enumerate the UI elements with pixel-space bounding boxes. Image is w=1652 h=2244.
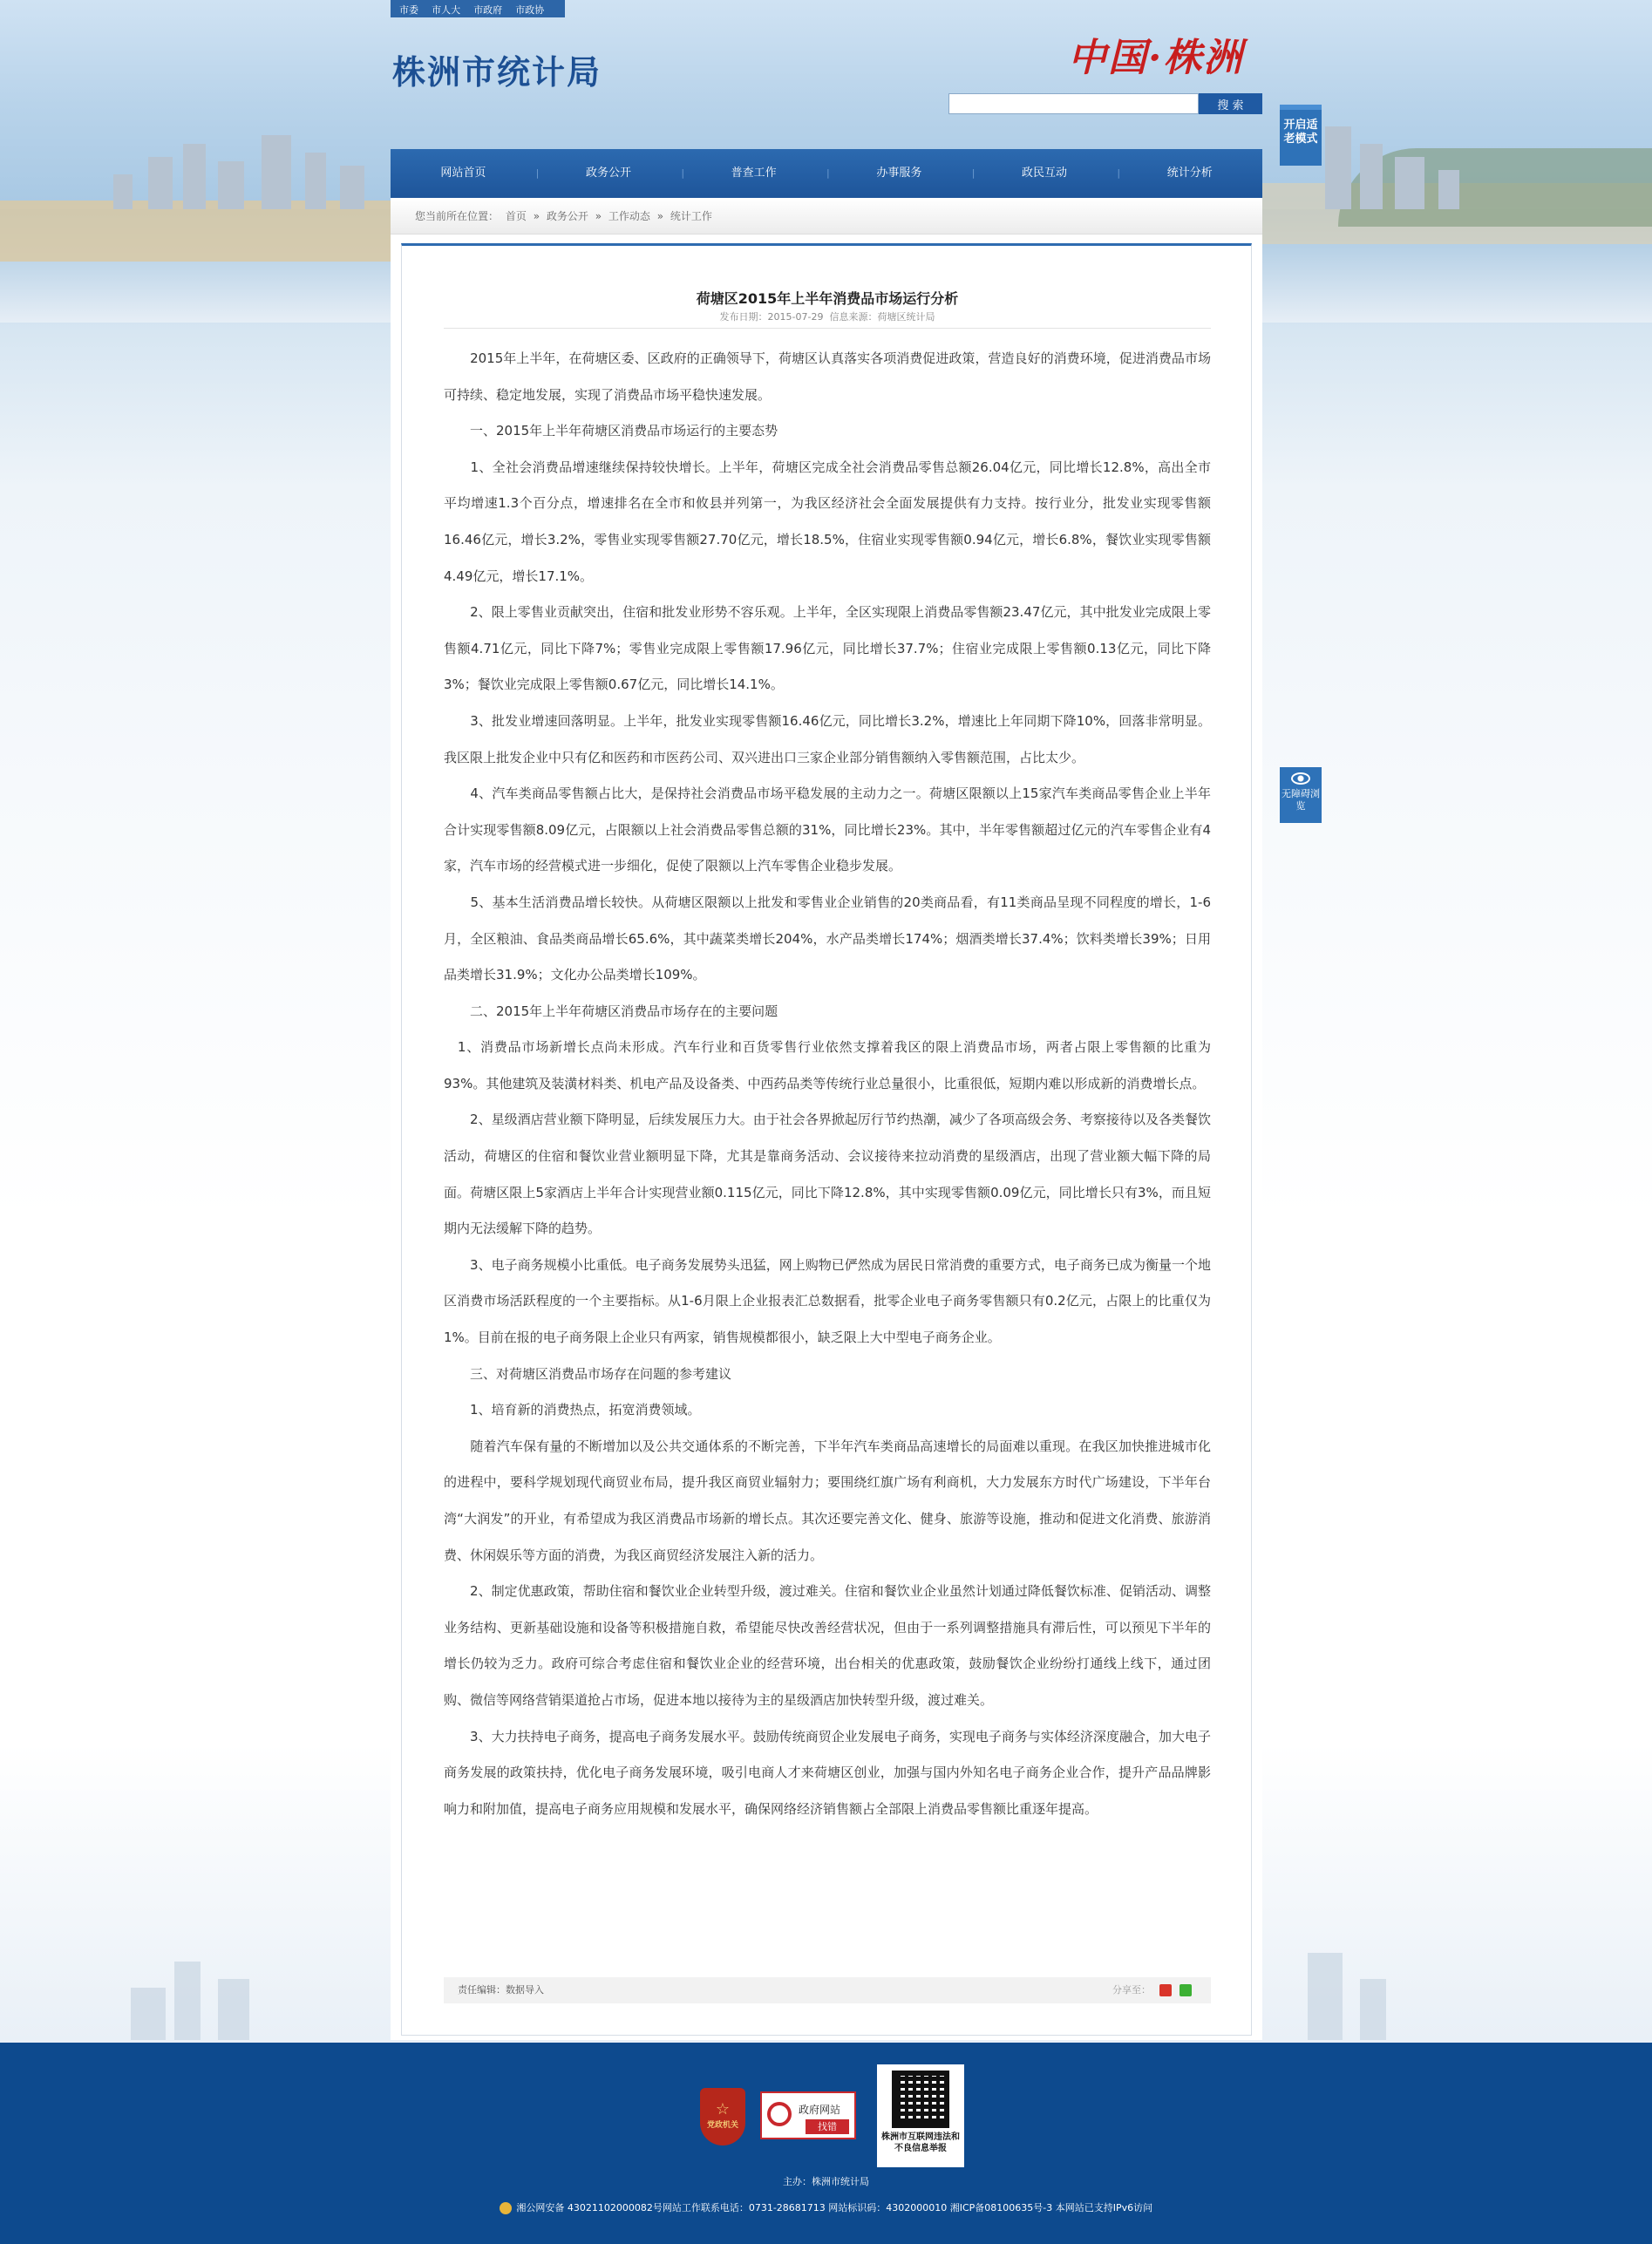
breadcrumb-home[interactable]: 首页 (505, 210, 527, 222)
article-paragraph: 1、全社会消费品增速继续保持较快增长。上半年，荷塘区完成全社会消费品零售总额26.04亿元，同比增长12.8%，高出全市平均增速1.3个百分点，增速排名在全市和攸县并列第一，为我区经济社会全面发展提供有力支持。按行业分，批发业实现零售额16.46亿元，增长3.2%，零售业实现零售额27.70亿元，增长18.5%，住宿业实现零售额0.94亿元，增长6.8%，餐饮业实现零售额4.49亿元，增长17.1%。 (444, 459, 1211, 584)
publish-date: 2015-07-29 (767, 311, 824, 323)
share-label: 分享至： (1112, 1984, 1151, 1996)
top-link-shirenda[interactable]: 市人大 (432, 4, 461, 16)
date-label: 发布日期： (719, 311, 768, 323)
site-footer (0, 2043, 1652, 2244)
emblem-icon: ☆ (715, 2100, 731, 2118)
report-qr-code[interactable] (877, 2064, 964, 2167)
share-bar (1112, 1977, 1192, 2003)
sponsor-text: 主办：株洲市统计局 (783, 2176, 869, 2187)
breadcrumb-stat-work[interactable]: 统计工作 (670, 210, 712, 222)
building (1360, 1979, 1386, 2040)
top-link-shizhengxie[interactable]: 市政协 (515, 4, 545, 16)
weibo-share-icon[interactable] (1159, 1984, 1172, 1996)
nav-gov-affairs[interactable]: | 政务公开 (536, 149, 682, 198)
police-badge-icon (500, 2202, 512, 2214)
building (131, 1988, 166, 2040)
article-paragraph: 2015年上半年，在荷塘区委、区政府的正确领导下，荷塘区认真落实各项消费促进政策，营造良好的消费环境，促进消费品市场可持续、稳定地发展，实现了消费品市场平稳快速发展。 (444, 350, 1211, 403)
wechat-share-icon[interactable] (1180, 1984, 1192, 1996)
search-input[interactable] (948, 93, 1199, 114)
breadcrumb-sep: » (595, 210, 602, 222)
article-paragraph: 1、培育新的消费热点，拓宽消费领域。 (444, 1402, 701, 1418)
building (148, 157, 173, 209)
article-heading: 三、对荷塘区消费品市场存在问题的参考建议 (444, 1365, 732, 1382)
err-badge-line1: 政府网站 (799, 2104, 841, 2116)
breadcrumb-work-news[interactable]: 工作动态 (608, 210, 650, 222)
building (174, 1962, 201, 2040)
sandbank (0, 201, 453, 262)
article-footer (444, 1977, 1211, 2003)
article-paragraph: 随着汽车保有量的不断增加以及公共交通体系的不断完善，下半年汽车类商品高速增长的局面难以重现。在我区加快推进城市化的进程中，要科学规划现代商贸业布局，提升我区商贸业辐射力；要围绕红旗广场有利商机，大力发展东方时代广场建设，下半年台湾“大润发”的开业，有希望成为我区消费品市场新的增长点。其次还要完善文化、健身、旅游等设施，推动和促进文化消费、旅游消费、休闲娱乐等方面的消费，为我区商贸经济发展注入新的活力。 (444, 1438, 1211, 1563)
breadcrumb-sep: » (533, 210, 540, 222)
qr-code-icon (892, 2071, 949, 2128)
main-nav (391, 149, 1262, 198)
building (1360, 144, 1383, 209)
search-button[interactable]: 搜 索 (1199, 93, 1262, 114)
divider (444, 328, 1211, 329)
building (218, 1979, 249, 2040)
copyright-text: 湘公网安备 43021102000082号网站工作联系电话：0731-28681713 网站标识码：4302000010 湘ICP备08100635号-3 本网站已支持IPv6访问 (516, 2202, 1153, 2213)
breadcrumb-prefix: 您当前所在位置： (415, 210, 500, 222)
article-heading: 二、2015年上半年荷塘区消费品市场存在的主要问题 (444, 1003, 778, 1019)
nav-census[interactable]: | 普查工作 (681, 149, 826, 198)
accessibility-button[interactable] (1280, 767, 1322, 823)
main-content (391, 235, 1262, 2040)
article-title: 荷塘区2015年上半年消费品市场运行分析 (696, 290, 959, 307)
building (183, 144, 206, 209)
breadcrumb-gov-affairs[interactable]: 政务公开 (546, 210, 588, 222)
accessibility-label: 无障碍浏览 (1281, 788, 1320, 812)
hill (1338, 148, 1652, 227)
top-link-shiwei[interactable]: 市委 (399, 4, 418, 16)
article-heading: 一、2015年上半年荷塘区消费品市场运行的主要态势 (444, 423, 778, 439)
search-box (948, 93, 1262, 114)
article-paragraph: 2、星级酒店营业额下降明显，后续发展压力大。由于社会各界掀起厉行节约热潮，减少了各项高级会务、考察接待以及各类餐饮活动，荷塘区的住宿和餐饮业营业额明显下降，尤其是靠商务活动、会议接待来拉动消费的星级酒店，出现了营业额大幅下降的局面。荷塘区限上5家酒店上半年合计实现营业额0.115亿元，同比下降12.8%，其中实现零售额0.09亿元，同比增长只有3%，而且短期内无法缓解下降的趋势。 (444, 1112, 1211, 1237)
building (1395, 157, 1424, 209)
building (1308, 1953, 1343, 2040)
article-panel (401, 243, 1252, 2036)
building (218, 161, 244, 209)
article-paragraph: 4、汽车类商品零售额占比大，是保持社会消费品市场平稳发展的主动力之一。荷塘区限额以上15家汽车类商品零售企业上半年合计实现零售额8.09亿元，占限额以上社会消费品零售总额的31%，同比增长23%。其中，半年零售额超过亿元的汽车零售企业有4家，汽车市场的经营模式进一步细化，促使了限额以上汽车零售企业稳步发展。 (444, 785, 1211, 874)
err-badge-line2: 找错 (806, 2119, 849, 2134)
party-badge-label: 党政机关 (706, 2121, 738, 2130)
editor-label: 责任编辑： (458, 1984, 506, 1996)
building (262, 135, 291, 209)
nav-stat-analysis[interactable]: | 统计分析 (1117, 149, 1262, 198)
top-links-bar (391, 0, 565, 17)
article-paragraph: 3、大力扶持电子商务，提高电子商务发展水平。鼓励传统商贸企业发展电子商务，实现电子商务与实体经济深度融合，加大电子商务发展的政策扶持，优化电子商务发展环境，吸引电商人才来荷塘区创业，加强与国内外知名电子商务企业合作，提升产品品牌影响力和附加值，提高电子商务应用规模和发展水平，确保网络经济销售额占全部限上消费品零售额比重逐年提高。 (444, 1728, 1211, 1817)
magnifier-icon (767, 2102, 792, 2126)
article-source: 荷塘区统计局 (877, 311, 935, 323)
china-zhuzhou-logo: 中国·株洲 (1068, 36, 1244, 80)
site-logo-title[interactable]: 株洲市统计局 (392, 55, 602, 92)
article-paragraph: 5、基本生活消费品增长较快。从荷塘区限额以上批发和零售业企业销售的20类商品看，有11类商品呈现不同程度的增长，1-6月，全区粮油、食品类商品增长65.6%，其中蔬菜类增长204%，水产品类增长174%；烟酒类增长37.4%；饮料类增长39%；日用品类增长31.9%；文化办公品类增长109%。 (444, 894, 1211, 983)
nav-home[interactable]: 网站首页 (440, 167, 486, 180)
source-label: 信息来源： (829, 311, 878, 323)
article-meta (402, 309, 1253, 323)
article-paragraph: 2、制定优惠政策，帮助住宿和餐饮业企业转型升级，渡过难关。住宿和餐饮业企业虽然计划通过降低餐饮标准、促销活动、调整业务结构、更新基础设施和设备等积极措施自救，希望能尽快改善经营状况，但由于一系列调整措施具有滞后性，可以预见下半年的增长仍较为乏力。政府可综合考虑住宿和餐饮业企业的经营环境，出台相关的优惠政策，鼓励餐饮企业纷纷打通线上线下，通过团购、微信等网络营销渠道抢占市场，促进本地以接待为主的星级酒店加快转型升级，渡过难关。 (444, 1583, 1211, 1708)
nav-interaction[interactable]: | 政民互动 (972, 149, 1118, 198)
breadcrumb-sep: » (656, 210, 664, 222)
eye-icon (1291, 772, 1310, 785)
building (1325, 126, 1351, 209)
breadcrumb (391, 198, 1262, 235)
building (340, 166, 364, 209)
nav-services[interactable]: | 办事服务 (826, 149, 972, 198)
article-paragraph: 3、批发业增速回落明显。上半年，批发业实现零售额16.46亿元，同比增长3.2%，增速比上年同期下降10%，回落非常明显。我区限上批发企业中只有亿和医药和市医药公司、双兴进出口三家企业部分销售额纳入零售额范围，占比太少。 (444, 712, 1211, 765)
building (1438, 170, 1459, 209)
gov-site-error-report[interactable] (760, 2091, 856, 2139)
building (305, 153, 326, 209)
top-link-shizhengfu[interactable]: 市政府 (473, 4, 503, 16)
article-paragraph: 3、电子商务规模小比重低。电子商务发展势头迅猛，网上购物已俨然成为居民日常消费的重要方式，电子商务已成为衡量一个地区消费市场活跃程度的一个主要指标。从1-6月限上企业报表汇总数据看，批零企业电子商务零售额只有0.2亿元，占限上的比重仅为1%。目前在报的电子商务限上企业只有两家，销售规模都很小，缺乏限上大中型电子商务企业。 (444, 1256, 1211, 1346)
editor-name: 数据导入 (506, 1984, 544, 1996)
article-body (444, 341, 1211, 1827)
party-gov-badge[interactable] (700, 2088, 745, 2145)
elder-mode-button[interactable]: 开启适老模式 (1280, 105, 1322, 166)
qr-caption: 株洲市互联网违法和不良信息举报 (881, 2132, 960, 2153)
article-paragraph: 2、限上零售业贡献突出，住宿和批发业形势不容乐观。上半年，全区实现限上消费品零售额23.47亿元，其中批发业完成限上零售额4.71亿元，同比下降7%；零售业完成限上零售额17.96亿元，同比增长37.7%；住宿业完成限上零售额0.13亿元，同比下降3%；餐饮业完成限上零售额0.67亿元，同比增长14.1%。 (444, 604, 1211, 693)
copyright-line (0, 2200, 1652, 2214)
building (113, 174, 133, 209)
article-paragraph: 1、消费品市场新增长点尚未形成。汽车行业和百货零售行业依然支撑着我区的限上消费品市场，两者占限上零售额的比重为93%。其他建筑及装潢材料类、机电产品及设备类、中西药品类等传统行业总量很小，比重很低，短期内难以形成新的消费增长点。 (444, 1039, 1211, 1091)
